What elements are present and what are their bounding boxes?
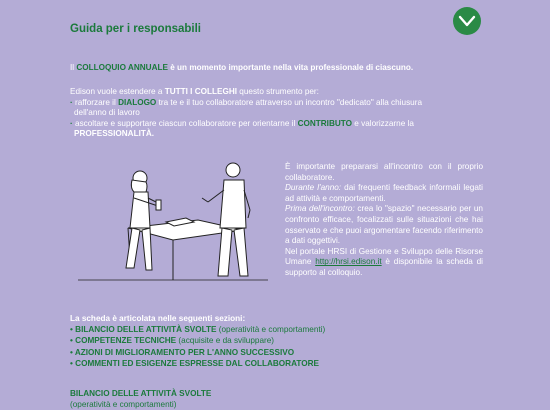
- before-meeting-text: crea lo "spazio" necessario per un confronto efficace, focalizzati sulle situazioni che hai osservato e che puoi argomentare facendo riferimento a dati oggettivi.: [285, 204, 483, 246]
- preparation-column: [285, 162, 483, 279]
- section-item-title: AZIONI DI MIGLIORAMENTO PER L'ANNO SUCCESSIVO: [74, 347, 295, 357]
- section-item-note: (operatività e comportamenti): [216, 325, 326, 335]
- purpose-line: [70, 87, 470, 98]
- purpose-bold: TUTTI I COLLEGHI: [164, 87, 238, 96]
- section-item-title: COMMENTI ED ESIGENZE ESPRESSE DAL COLLABORATORE: [75, 358, 319, 368]
- purpose-paragraph: [70, 87, 470, 140]
- b1-pre: rafforzare il: [75, 97, 119, 107]
- intro-highlight: COLLOQUIO ANNUALE: [76, 63, 168, 72]
- bullet-dot: •: [70, 325, 76, 335]
- purpose-bullet-2-cont: PROFESSIONALITÀ.: [74, 129, 155, 139]
- section-item-title: BILANCIO DELLE ATTIVITÀ SVOLTE: [75, 325, 217, 335]
- b2-bold: CONTRIBUTO: [297, 118, 353, 128]
- list-item: [70, 324, 470, 335]
- bilancio-subtitle: (operatività e comportamenti): [70, 400, 177, 409]
- purpose-bullet-1-cont: dell'anno di lavoro: [74, 108, 140, 118]
- sections-heading: La scheda è articolata nelle seguenti sezioni:: [70, 314, 246, 323]
- intro-post: è un momento importante nella vita professionale di ciascuno.: [167, 63, 414, 72]
- portal-link[interactable]: http://hrsi.edison.it: [315, 257, 382, 267]
- intro-pre: Il: [70, 63, 77, 72]
- list-item: [70, 347, 470, 358]
- bullet-dot: ·: [70, 97, 76, 107]
- chevron-down-icon: [453, 7, 481, 35]
- b2-pre: ascoltare e supportare ciascun collaboratore per orientarne il: [75, 118, 298, 128]
- list-item: [70, 358, 470, 369]
- b1-post: tra te e il tuo collaboratore attraverso un incontro "dedicato" alla chiusura: [156, 97, 422, 107]
- bullet-dot: •: [70, 358, 76, 368]
- list-item: [70, 335, 470, 346]
- preparation-intro: È importante prepararsi all'incontro con il proprio collaboratore.: [285, 162, 483, 182]
- during-year-paragraph: [285, 183, 483, 204]
- bullet-dot: •: [70, 336, 76, 346]
- b2-post: e valorizzarne la: [352, 118, 414, 128]
- portal-post: è disponibile la scheda di supporto al colloquio.: [285, 257, 483, 277]
- purpose-bullet-2: [70, 119, 470, 130]
- purpose-bullet-1: [70, 98, 470, 109]
- b1-bold: DIALOGO: [118, 97, 157, 107]
- section-item-note: (acquisite e da sviluppare): [176, 336, 275, 346]
- meeting-illustration: [68, 158, 278, 283]
- bullet-dot: ·: [70, 118, 76, 128]
- before-meeting-paragraph: [285, 204, 483, 246]
- portal-pre: Nel portale HRSI di Gestione e Sviluppo delle Risorse Umane: [285, 246, 483, 267]
- sections-list: [70, 313, 470, 369]
- scroll-down-button[interactable]: [453, 7, 481, 35]
- bilancio-title: BILANCIO DELLE ATTIVITÀ SVOLTE: [70, 389, 212, 398]
- page-title: Guida per i responsabili: [70, 23, 202, 35]
- section-item-title: COMPETENZE TECNICHE: [75, 336, 177, 346]
- during-year-label: Durante l'anno:: [285, 183, 342, 193]
- intro-paragraph: [70, 63, 490, 74]
- purpose-post: questo strumento per:: [237, 87, 319, 96]
- purpose-pre: Edison vuole estendere a: [70, 87, 165, 96]
- during-year-text: dai frequenti feedback informali legati ad attività e comportamenti.: [285, 183, 483, 203]
- before-meeting-label: Prima dell'incontro:: [285, 204, 355, 214]
- bullet-dot: •: [70, 347, 75, 357]
- portal-paragraph: [285, 247, 483, 279]
